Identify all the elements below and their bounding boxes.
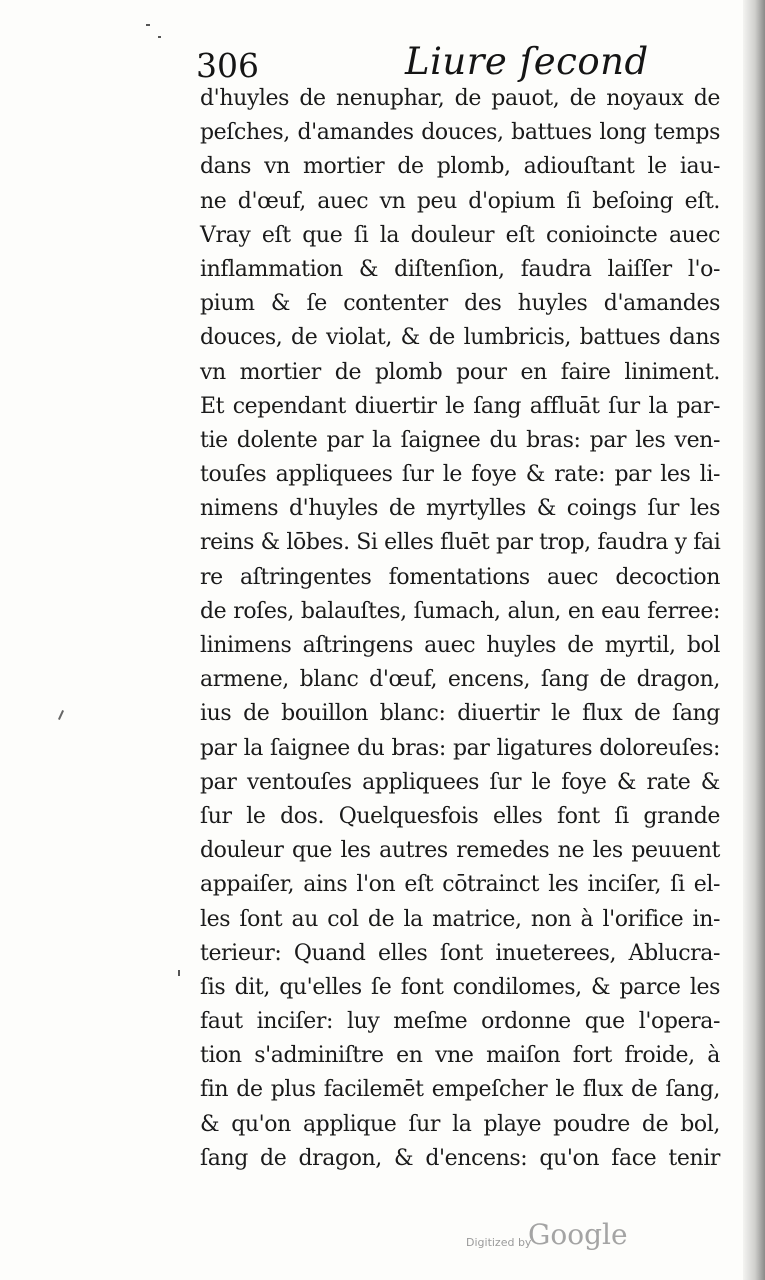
text-line: d'huyles de nenuphar, de pauot, de noyaux de	[200, 86, 720, 111]
text-line: ſis dit, qu'elles ſe font condilomes, & parce les	[200, 974, 720, 1000]
text-line: armene, blanc d'œuf, encens, ſang de dragon,	[200, 667, 720, 693]
page-edge-shadow	[743, 0, 765, 1280]
text-line: tie dolente par la ſaignee du bras: par les ven-	[200, 427, 720, 453]
text-line: par ventouſes appliquees ſur le foye & rate &	[200, 769, 720, 795]
watermark-prefix: Digitized by	[466, 1236, 532, 1249]
text-line: ius de bouillon blanc: diuertir le flux de ſang	[200, 701, 720, 727]
margin-speck	[178, 970, 180, 976]
body-text	[200, 82, 720, 1176]
text-line: & qu'on applique ſur la playe poudre de bol,	[200, 1111, 720, 1137]
text-line: nimens d'huyles de myrtylles & coings ſur les	[200, 496, 720, 522]
text-line: par la ſaignee du bras: par ligatures doloreuſes:	[200, 735, 720, 761]
text-line: les ſont au col de la matrice, non à l'orifice in-	[200, 906, 720, 932]
text-line: dans vn mortier de plomb, adiouſtant le iau-	[200, 154, 720, 180]
text-line: tion s'adminiſtre en vne maiſon fort froide, à	[200, 1043, 720, 1069]
text-line: Vray eſt que ſi la douleur eſt conioincte auec	[200, 222, 720, 248]
text-line: fin de plus facilemēt empeſcher le flux de ſang,	[200, 1077, 720, 1103]
text-line: vn mortier de plomb pour en faire liniment.	[200, 359, 720, 385]
text-line: de roſes, balauſtes, ſumach, alun, en eau ferree:	[200, 598, 720, 624]
page-number: 306	[196, 46, 259, 85]
text-line: re aſtringentes fomentations auec decoction	[200, 564, 720, 590]
text-line: appaiſer, ains l'on eſt cōtrainct les inciſer, ſi el-	[200, 872, 720, 898]
text-line: ſang de dragon, & d'encens: qu'on face tenir	[200, 1145, 720, 1171]
text-line: pium & ſe contenter des huyles d'amandes	[200, 291, 720, 317]
margin-speck	[146, 24, 150, 26]
text-line: Et cependant diuertir le ſang affluāt ſur la par-	[200, 393, 720, 419]
text-line: douces, de violat, & de lumbricis, battues dans	[200, 325, 720, 351]
text-line: inflammation & diſtenſion, faudra laiſſer l'o-	[200, 256, 720, 282]
text-line: reins & lōbes. Si elles fluēt par trop, faudra y fai	[200, 530, 721, 556]
margin-speck	[58, 710, 64, 720]
text-line: peſches, d'amandes douces, battues long temps	[200, 120, 720, 146]
text-line: douleur que les autres remedes ne les peuuent	[200, 838, 720, 864]
text-line: terieur: Quand elles ſont inueterees, Ablucra-	[200, 940, 720, 966]
digitization-watermark	[466, 1218, 636, 1258]
text-line: linimens aſtringens auec huyles de myrtil, bol	[200, 633, 720, 658]
text-line: ſur le dos. Quelquesfois elles font ſi grande	[200, 803, 720, 829]
watermark-brand: Google	[528, 1218, 628, 1251]
text-line: touſes appliquees ſur le foye & rate: par les li-	[200, 462, 720, 488]
running-head: Liure ſecond	[405, 40, 649, 83]
text-line: faut inciſer: luy meſme ordonne que l'opera-	[200, 1009, 720, 1035]
text-line: ne d'œuf, auec vn peu d'opium ſi beſoing eſt.	[200, 188, 720, 214]
